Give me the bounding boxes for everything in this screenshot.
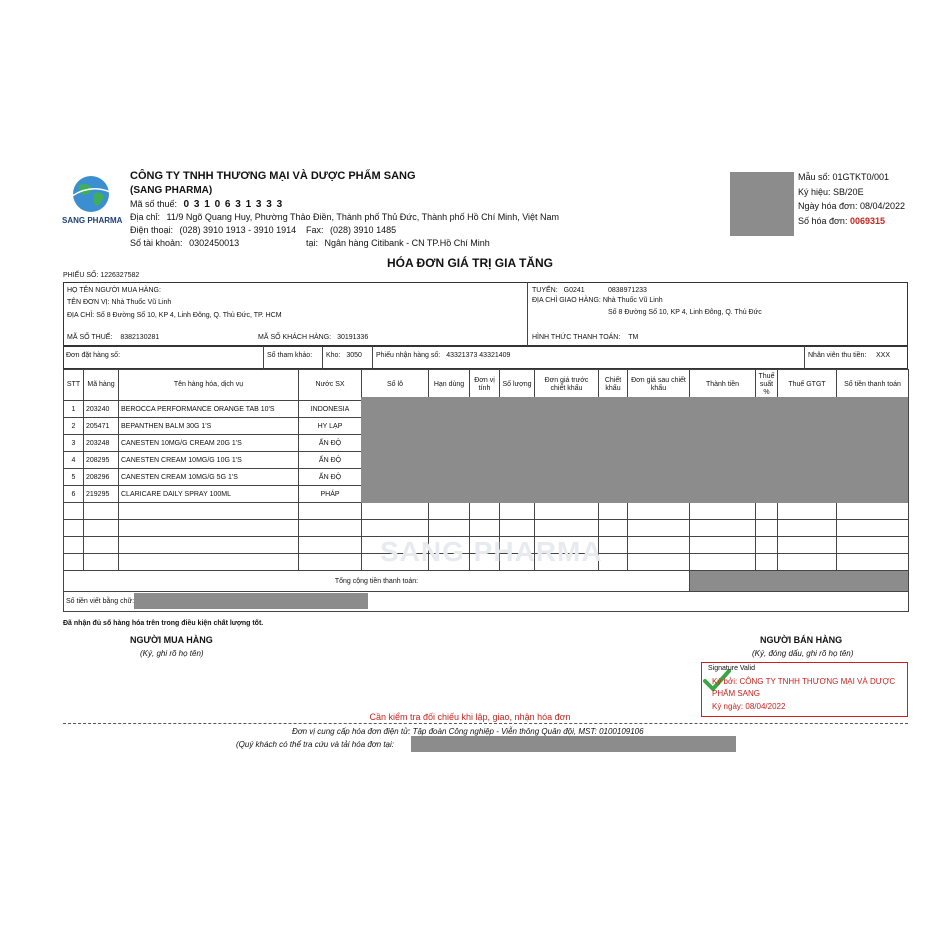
invoice-date: 08/04/2022	[859, 201, 906, 211]
warehouse-row	[326, 352, 362, 359]
row-code: 208295	[84, 452, 119, 469]
row-name: CLARICARE DAILY SPRAY 100ML	[119, 486, 299, 503]
row-origin: HY LẠP	[299, 418, 362, 435]
company-account: 0302450013	[189, 238, 240, 248]
invoice-meta	[798, 170, 905, 228]
invoice-number: 0069315	[849, 215, 886, 226]
col-amount: Thành tiền	[690, 370, 756, 401]
col-stt: STT	[64, 370, 84, 401]
company-short-name: (SANG PHARMA)	[130, 185, 213, 196]
dashed-divider	[63, 723, 908, 724]
receipt-row	[376, 352, 510, 359]
row-stt: 4	[64, 452, 84, 469]
row-origin: INDONESIA	[299, 401, 362, 418]
order-label: Đơn đặt hàng số:	[66, 352, 121, 359]
company-fax-row	[306, 225, 396, 235]
row-stt: 2	[64, 418, 84, 435]
delivery-address: Số 8 Đường Số 10, KP 4, Linh Đông, Q. Thủ Đức	[608, 309, 762, 316]
col-code: Mã hàng	[84, 370, 119, 401]
col-price-after: Đơn giá sau chiết khấu	[628, 370, 690, 401]
customer-label: MÃ SỐ KHÁCH HÀNG:	[258, 334, 332, 341]
receipt-numbers: 43321373 43321409	[446, 352, 511, 359]
buyer-tax: 8382130281	[120, 334, 160, 341]
col-lot: Số lô	[362, 370, 429, 401]
seller-sign-title: NGƯỜI BÁN HÀNG	[760, 635, 843, 645]
buyer-name-label: HỌ TÊN NGƯỜI MUA HÀNG:	[67, 287, 161, 294]
payment-method: TM	[628, 334, 639, 341]
receipt-label: Phiếu nhận hàng số:	[376, 352, 441, 359]
buyer-sign-title: NGƯỜI MUA HÀNG	[130, 635, 213, 645]
delivery-row	[532, 297, 663, 304]
phone-label: Điện thoại:	[130, 225, 174, 235]
date-label: Ngày hóa đơn:	[798, 201, 858, 211]
check-note: Cần kiểm tra đối chiếu khi lập, giao, nhận hóa đơn	[369, 712, 571, 722]
row-code: 203248	[84, 435, 119, 452]
row-origin: ẤN ĐỘ	[299, 469, 362, 486]
row-origin: ẤN ĐỘ	[299, 452, 362, 469]
collector-label: Nhân viên thu tiền:	[808, 352, 867, 359]
buyer-address: Số 8 Đường Số 10, KP 4, Linh Đông, Q. Thủ Đức, TP. HCM	[96, 312, 282, 319]
words-label: Số tiền viết bằng chữ:	[64, 592, 909, 612]
row-stt: 1	[64, 401, 84, 418]
qr-code-redacted	[730, 172, 794, 236]
table-header-row	[64, 370, 909, 401]
buyer-unit: Nhà Thuốc Vũ Linh	[111, 299, 172, 306]
empty-row	[64, 503, 909, 520]
company-account-row	[130, 238, 239, 248]
buyer-address-row	[67, 312, 282, 319]
col-qty: Số lượng	[500, 370, 535, 401]
row-name: BEROCCA PERFORMANCE ORANGE TAB 10'S	[119, 401, 299, 418]
invoice-title: HÓA ĐƠN GIÁ TRỊ GIA TĂNG	[386, 256, 553, 270]
col-total: Số tiền thanh toán	[837, 370, 909, 401]
empty-row	[64, 520, 909, 537]
route-label: TUYẾN:	[532, 287, 558, 294]
ref-label: Số tham khảo:	[267, 352, 313, 359]
received-note: Đã nhận đủ số hàng hóa trên trong điều kiện chất lượng tốt.	[63, 620, 264, 627]
signed-date-label: Ký ngày:	[712, 702, 744, 711]
row-stt: 3	[64, 435, 84, 452]
signature-valid: Signature Valid	[708, 665, 755, 672]
account-label: Số tài khoản:	[130, 238, 183, 248]
signed-by-row	[712, 677, 895, 686]
payment-row	[532, 334, 638, 341]
provider-note: Đơn vị cung cấp hóa đơn điện tử: Tập đoàn Công nghiệp - Viễn thông Quân đội, MST: 0100109106	[292, 727, 644, 736]
row-stt: 6	[64, 486, 84, 503]
company-address: 11/9 Ngõ Quang Huy, Phường Thảo Điền, Thành phố Thủ Đức, Thành phố Hồ Chí Minh, Việt Nam	[166, 212, 560, 222]
col-discount: Chiết khấu	[599, 370, 628, 401]
prices-redacted	[361, 397, 908, 503]
row-stt: 5	[64, 469, 84, 486]
row-name: CANESTEN CREAM 10MG/G 5G 1'S	[119, 469, 299, 486]
delivery-name: Nhà Thuốc Vũ Linh	[602, 297, 663, 304]
seller-sign-hint: (Ký, đóng dấu, ghi rõ họ tên)	[752, 649, 854, 658]
route-row	[532, 287, 585, 294]
row-code: 205471	[84, 418, 119, 435]
symbol-label: Ký hiệu:	[798, 186, 831, 197]
col-origin: Nước SX	[299, 370, 362, 401]
warehouse-label: Kho:	[326, 352, 341, 359]
company-tax-row	[130, 199, 283, 210]
tax-label: Mã số thuế:	[130, 199, 178, 209]
company-logo	[66, 174, 116, 216]
unit-label: TÊN ĐƠN VỊ:	[67, 299, 110, 306]
payment-label: HÌNH THỨC THANH TOÁN:	[532, 334, 621, 341]
buyer-tax-row	[67, 334, 159, 341]
signed-by-line2: PHẨM SANG	[712, 689, 761, 698]
delivery-label: ĐỊA CHỈ GIAO HÀNG:	[532, 297, 601, 304]
route-phone: 0838971233	[608, 287, 647, 294]
total-label: Tổng cộng tiền thanh toán:	[64, 571, 690, 592]
company-phone: (028) 3910 1913 - 3910 1914	[179, 225, 297, 235]
lookup-url-redacted	[411, 736, 736, 752]
collector-value: XXX	[876, 352, 891, 359]
row-code: 203240	[84, 401, 119, 418]
bank-label: tại:	[306, 238, 319, 248]
row-name: CANESTEN 10MG/G CREAM 20G 1'S	[119, 435, 299, 452]
total-row	[64, 571, 909, 592]
company-fax: (028) 3910 1485	[330, 225, 397, 235]
symbol-row	[798, 185, 905, 200]
company-address-row	[130, 212, 559, 222]
buyer-unit-row	[67, 299, 171, 306]
row-name: BEPANTHEN BALM 30G 1'S	[119, 418, 299, 435]
signed-by-line1: CÔNG TY TNHH THƯƠNG MẠI VÀ DƯỢC	[739, 677, 896, 686]
buyer-address-label: ĐỊA CHỈ:	[67, 312, 95, 319]
row-origin: PHÁP	[299, 486, 362, 503]
lookup-note: (Quý khách có thể tra cứu và tải hóa đơn tại:	[236, 740, 394, 749]
number-label: Số hóa đơn:	[798, 215, 848, 226]
fax-label: Fax:	[306, 225, 324, 235]
address-label: Địa chỉ:	[130, 212, 161, 222]
warehouse-code: 3050	[346, 352, 362, 359]
watermark: SANG PHARMA	[380, 536, 603, 567]
company-phone-row	[130, 225, 296, 235]
total-value-redacted	[690, 571, 909, 592]
row-name: CANESTEN CREAM 10MG/G 10G 1'S	[119, 452, 299, 469]
form-number: 01GTKT0/001	[832, 172, 890, 182]
customer-code-row	[258, 334, 368, 341]
words-redacted	[134, 593, 368, 609]
row-origin: ẤN ĐỘ	[299, 435, 362, 452]
form-row	[798, 170, 905, 185]
signed-date-row	[712, 702, 785, 711]
buyer-sign-hint: (Ký, ghi rõ họ tên)	[140, 649, 204, 658]
col-name: Tên hàng hóa, dịch vụ	[119, 370, 299, 401]
col-unit: Đơn vị tính	[470, 370, 500, 401]
col-price-before: Đơn giá trước chiết khấu	[535, 370, 599, 401]
col-vat-rate: Thuế suất %	[756, 370, 778, 401]
signed-date: 08/04/2022	[745, 702, 786, 711]
signed-by-label: Ký bởi:	[712, 677, 738, 686]
form-label: Mẫu số:	[798, 172, 831, 182]
company-bank-row	[306, 238, 490, 248]
route-code: G0241	[563, 287, 585, 294]
company-name: CÔNG TY TNHH THƯƠNG MẠI VÀ DƯỢC PHẨM SANG	[130, 170, 416, 182]
date-row	[798, 199, 905, 214]
company-tax-code: 0 3 1 0 6 3 1 3 3 3	[183, 199, 284, 210]
row-code: 208296	[84, 469, 119, 486]
number-row	[798, 214, 905, 229]
logo-text: SANG PHARMA	[62, 216, 123, 225]
customer-code: 30191336	[337, 334, 369, 341]
slip-number: PHIẾU SỐ: 1226327582	[63, 272, 140, 279]
globe-icon	[66, 174, 116, 216]
buyer-tax-label: MÃ SỐ THUẾ:	[67, 334, 113, 341]
col-expiry: Hạn dùng	[429, 370, 470, 401]
symbol-value: SB/20E	[833, 186, 864, 197]
company-bank: Ngân hàng Citibank - CN TP.Hồ Chí Minh	[324, 238, 490, 248]
row-code: 219295	[84, 486, 119, 503]
col-vat: Thuế GTGT	[778, 370, 837, 401]
